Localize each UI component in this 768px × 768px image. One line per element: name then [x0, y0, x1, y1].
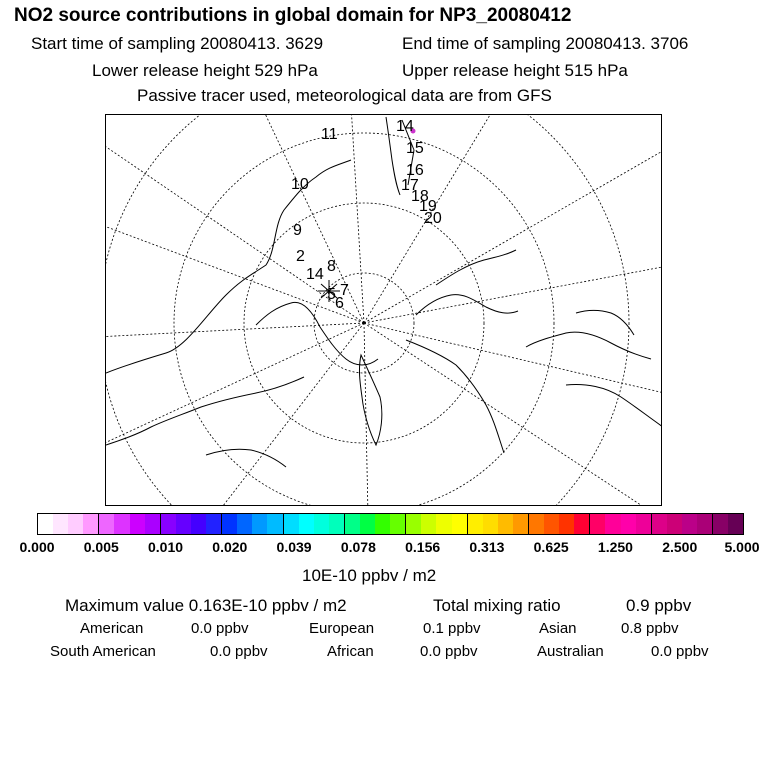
- max-value-text: Maximum value 0.163E-10 ppbv / m2: [65, 596, 347, 615]
- region-value-american: 0.0 ppbv: [191, 620, 249, 637]
- trajectory-label: 20: [424, 210, 442, 227]
- colorbar-tick-label: 0.005: [83, 539, 119, 555]
- colorbar-swatch: [360, 514, 375, 534]
- meridian: [106, 323, 364, 447]
- map-panel: [105, 114, 662, 506]
- colorbar-swatch: [590, 514, 605, 534]
- colorbar-swatch: [682, 514, 697, 534]
- trajectory-label: 15: [406, 140, 424, 157]
- colorbar-swatch: [191, 514, 206, 534]
- coastlines: [106, 117, 662, 467]
- tracer-note: Passive tracer used, meteorological data are from GFS: [137, 86, 552, 105]
- colorbar-tick-label: 0.313: [469, 539, 505, 555]
- colorbar-tick-label: 0.078: [340, 539, 376, 555]
- trajectory-label: 9: [293, 222, 302, 239]
- trajectory-label: 17: [401, 177, 419, 194]
- lower-release-text: Lower release height 529 hPa: [92, 61, 318, 80]
- colorbar-swatch: [452, 514, 468, 534]
- trajectory-label: 14: [306, 266, 324, 283]
- upper-release-text: Upper release height 515 hPa: [402, 61, 628, 80]
- colorbar-swatch: [621, 514, 636, 534]
- colorbar-swatch: [574, 514, 590, 534]
- colorbar-tick-label: 0.000: [19, 539, 55, 555]
- total-mixing-value: 0.9 ppbv: [626, 596, 692, 615]
- meridian: [351, 115, 364, 323]
- colorbar-swatch: [267, 514, 283, 534]
- colorbar-swatch: [498, 514, 513, 534]
- colorbar-swatch: [513, 514, 529, 534]
- trajectory-label: 11: [321, 126, 338, 143]
- coastline-canada: [406, 340, 504, 453]
- meridians: [106, 115, 662, 506]
- coastline-hudson: [526, 332, 651, 359]
- trajectory-label: 10: [291, 176, 309, 193]
- colorbar-swatch: [222, 514, 237, 534]
- meridian: [364, 265, 662, 323]
- colorbar-units: 10E-10 ppbv / m2: [302, 566, 437, 585]
- colorbar: [37, 513, 744, 535]
- region-name-australian: Australian: [537, 643, 604, 660]
- region-value-australian: 0.0 ppbv: [651, 643, 709, 660]
- colorbar-swatch: [114, 514, 129, 534]
- colorbar-swatch: [99, 514, 114, 534]
- region-value-asian: 0.8 ppbv: [621, 620, 679, 637]
- colorbar-swatch: [483, 514, 498, 534]
- colorbar-swatch: [161, 514, 176, 534]
- trajectory-label: 19: [419, 198, 437, 215]
- colorbar-swatch: [436, 514, 451, 534]
- colorbar-swatch: [83, 514, 99, 534]
- region-value-european: 0.1 ppbv: [423, 620, 481, 637]
- region-name-european: European: [309, 620, 375, 637]
- meridian: [364, 323, 662, 395]
- colorbar-swatch: [713, 514, 728, 534]
- colorbar-swatch: [544, 514, 559, 534]
- colorbar-swatch: [529, 514, 544, 534]
- colorbar-swatch: [145, 514, 161, 534]
- coastline-baffin: [576, 310, 634, 335]
- colorbar-swatch: [53, 514, 68, 534]
- latitude-circles: [106, 115, 629, 506]
- coastline-europe: [106, 377, 304, 445]
- colorbar-swatch: [697, 514, 713, 534]
- trajectory-label: 2: [296, 248, 305, 265]
- start-sampling-text: Start time of sampling 20080413. 3629: [31, 34, 324, 53]
- colorbar-swatch: [314, 514, 329, 534]
- colorbar-swatch: [652, 514, 667, 534]
- colorbar-swatch: [605, 514, 620, 534]
- trajectory-label: 5: [327, 286, 336, 303]
- meridian: [364, 323, 656, 506]
- trajectory-label: 18: [411, 188, 429, 205]
- trajectory-label: 8: [327, 258, 336, 275]
- trajectory-label: 6: [335, 295, 344, 312]
- trajectory-label: 14: [396, 118, 414, 135]
- coastline-alaska: [416, 295, 518, 315]
- total-mixing-label: Total mixing ratio: [433, 596, 561, 615]
- colorbar-tick-label: 0.625: [533, 539, 569, 555]
- colorbar-swatch: [559, 514, 574, 534]
- colorbar-tick-label: 1.250: [597, 539, 633, 555]
- colorbar-swatch: [375, 514, 390, 534]
- page-title: NO2 source contributions in global domain for NP3_20080412: [14, 5, 572, 26]
- coastline-greenland: [359, 355, 381, 445]
- colorbar-swatch: [130, 514, 145, 534]
- colorbar-tick-label: 2.500: [662, 539, 698, 555]
- region-name-african: African: [327, 643, 374, 660]
- lat-circle-50: [106, 115, 629, 506]
- meridian: [106, 140, 364, 323]
- colorbar-tick-label: 0.010: [148, 539, 184, 555]
- end-sampling-text: End time of sampling 20080413. 3706: [402, 34, 689, 53]
- trajectory-label: 7: [340, 282, 349, 299]
- colorbar-swatch: [667, 514, 682, 534]
- trajectory-label: 16: [406, 162, 424, 179]
- colorbar-swatch: [421, 514, 436, 534]
- meridian: [216, 323, 364, 506]
- colorbar-swatch: [345, 514, 360, 534]
- coastline-atlantic: [566, 385, 662, 428]
- meridian: [106, 223, 364, 323]
- colorbar-swatch: [636, 514, 652, 534]
- coastline-mediterranean: [206, 449, 286, 467]
- colorbar-tick-label: 0.020: [212, 539, 248, 555]
- colorbar-swatch: [468, 514, 483, 534]
- colorbar-tick-label: 0.039: [276, 539, 312, 555]
- colorbar-swatch: [68, 514, 83, 534]
- colorbar-swatch: [728, 514, 743, 534]
- colorbar-swatch: [38, 514, 53, 534]
- region-name-asian: Asian: [539, 620, 577, 637]
- colorbar-tick-label: 0.156: [405, 539, 441, 555]
- region-value-south-american: 0.0 ppbv: [210, 643, 268, 660]
- colorbar-tick-label: 5.000: [724, 539, 760, 555]
- colorbar-swatch: [390, 514, 406, 534]
- region-name-south-american: South American: [50, 643, 156, 660]
- colorbar-swatch: [176, 514, 191, 534]
- colorbar-swatch: [206, 514, 222, 534]
- region-name-american: American: [80, 620, 144, 637]
- colorbar-swatch: [329, 514, 345, 534]
- trajectory-labels: [291, 118, 442, 312]
- coastline-arctic-islands: [256, 302, 378, 365]
- colorbar-swatch: [284, 514, 299, 534]
- colorbar-swatch: [252, 514, 267, 534]
- region-value-african: 0.0 ppbv: [420, 643, 478, 660]
- polar-map: [106, 115, 662, 506]
- colorbar-swatch: [299, 514, 314, 534]
- colorbar-swatch: [237, 514, 252, 534]
- colorbar-swatch: [406, 514, 421, 534]
